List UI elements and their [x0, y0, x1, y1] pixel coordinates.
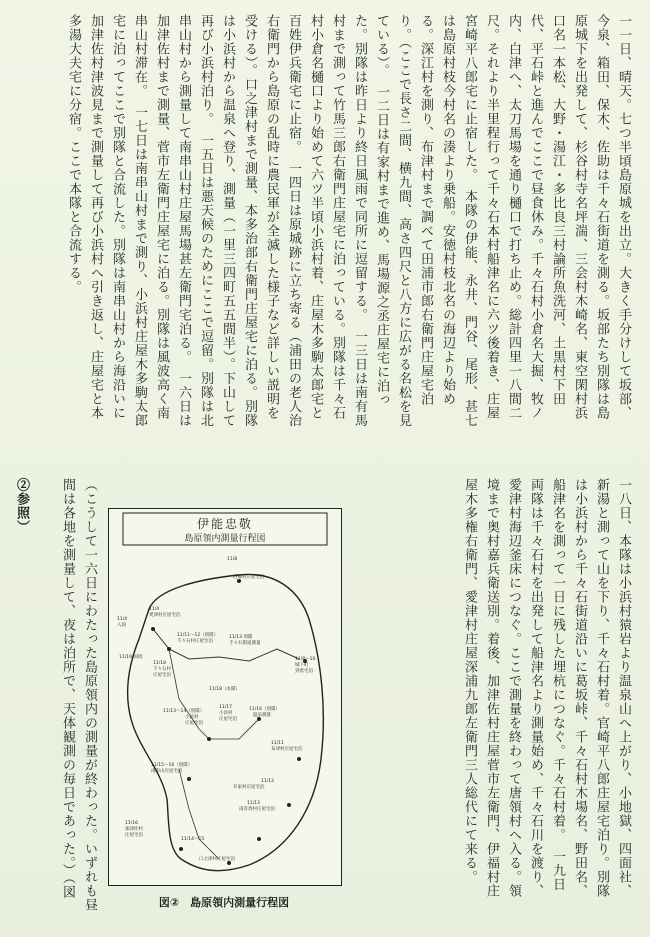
lower-right-body-text: 一八日、本隊は小浜村猿岩より温泉山へ上がり、小地獄、四面社、新湯と測って山を下り、千々石村着。官崎平八郎庄屋宅泊り。別隊は小浜村から千々石街道沿いに葛坂峠、千々石村木場名、野田名、船津名を測って一日に残した埋杭につなぐ。千々石村着。 一九日両隊は千々石村を出発して船津名より測量始め、千々石川を渡り、愛津村海辺釜床につなぐ。ここで測量を終わって唐領村へ入る。領境まで奥村嘉兵衛送別。着後、加津佐村庄屋菅市左衛門、伊福村庄屋木多権右衛門、愛津村庄屋深浦九郎左衛門三人総代にて来る。	[462, 478, 631, 898]
map-label: 11/4	[149, 607, 160, 612]
map-label: 11/8～10	[295, 657, 316, 662]
map-label: 11/16（別隊）	[249, 707, 280, 712]
map-label: 入国	[117, 623, 126, 628]
upper-body-text: 一一日、晴天。七つ半頃島原城を出立。大きく手分けして坂部、今泉、箱田、保木、佐助は千々石街道を測る。坂部たち別隊は島原城下を出発して、杉谷村寺名坪湍、三会村木崎名、東空閑村浜口名一本松、大野・湯江・多比良三村論所魚洗河、土黒村下田代、平石峠と進んでここで昼食休み。千々石村小倉名大掘、牧ノ内、白津へ、太刀馬場を通り樋口で打ち止め。総計四里一八間二尺。それより半里程行って千々石本村船津名に六ツ後着き、庄屋宮崎平八郎宅に止宿した。 本隊の伊能、永井、門谷、尾形、甚七は島原村枝今村名の湊より乗船。安徳村枝北名の海辺より始める。深江村を測り、布津村まで調べて田浦市郎右衛門庄屋宅泊り。（ここで長さ二間、横九間、高さ四尺と八方に広がる名松を見ている）。 一二日は有家村まで進め、馬場源之丞庄屋宅に泊った。別隊は昨日より終日風雨で同所に逗留する。 一三日は南有馬村まで測って竹馬三郎右衛門庄屋宅に泊っている。別隊は千々石村小倉名樋口より始めて六ツ半頃小浜村着、庄屋木多駒太郎宅と百姓伊兵衛宅に止宿。 一四日は原城跡に立ち寄る（浦田の老人治右衛門から島原の乱時に農民軍が全滅した様子など詳しい説明を受ける）。口之津村まで測量、本多治部右衛門庄屋宅に泊る。別隊は小浜村から温泉へ登り、測量（一里三四町五五間半）。下山して再び小浜村泊り。 一五日は悪天候のためにここで逗留。別隊は北串山村から測量して南串山村庄屋馬場甚左衛門宅泊る。 一六日は加津佐村まで測量、菅市左衛門庄屋宅に泊る。別隊は風波高く南串山村滞在。 一七日は南串山村まで測り、小浜村庄屋木多駒太郎宅に泊ってここで別隊と合流した。別隊は南串山村から海沿いに加津佐村津波見まで測量して再び小浜村へ引き返し、庄屋宅と本多湯大夫宅に分宿。ここで本隊と合流する。	[66, 14, 631, 428]
map-label: 11/4	[117, 617, 128, 622]
map-label: 11/16	[125, 821, 138, 826]
map-label: 庄屋宅泊	[125, 833, 143, 838]
map-label: 南串山庄屋宅泊	[151, 769, 183, 774]
map-label: 11/13～14（別隊）	[163, 709, 205, 714]
map-title: 伊能忠敬	[196, 517, 253, 531]
map-outline	[109, 509, 341, 885]
map-label: 小浜村	[185, 715, 199, 720]
map-label: 庄屋宅泊	[219, 717, 237, 722]
map-label: 千々石街道測量	[229, 641, 261, 646]
map-label: 到着宅泊	[295, 669, 313, 674]
map-label: 千々石村庄屋宅泊	[177, 639, 213, 644]
map-label: 11/12	[261, 779, 274, 784]
map-label: 庄屋宅泊	[153, 673, 171, 678]
map-label: 城下町	[295, 663, 309, 668]
map-label: 千々石村	[153, 667, 171, 672]
map-label: 11/19 国境	[119, 655, 143, 660]
map-label: 南有馬村庄屋宅泊	[239, 807, 275, 812]
map-label: 11/13 別隊	[229, 635, 253, 640]
map-label: 有家村庄屋宅泊	[233, 785, 265, 790]
map-label: 愛津村庄屋宅泊	[149, 613, 181, 618]
figure-caption: 図② 島原領内測量行程図	[158, 896, 290, 909]
figure-reference: ②参照）	[14, 478, 29, 534]
map-label: 11/14～15	[181, 837, 205, 842]
map-label: 加津佐村	[125, 827, 143, 832]
summary-paragraph: （こうして一六日にわたった島原領内の測量が終わった。いずれも昼間は各地を測量して、夜は泊所で、天体観測の毎日であった。）（図	[60, 478, 97, 912]
map-label: 11/11	[271, 741, 284, 746]
map-label: 11/15～16（別隊）	[151, 763, 193, 768]
map-label: 11/11～12（別隊）	[177, 633, 219, 638]
map-label: 西郷村庄屋宅泊	[233, 575, 265, 580]
map-label: 11/17	[219, 705, 232, 710]
map-label: 小浜村	[219, 711, 233, 716]
map-label: 布津村庄屋宅泊	[271, 747, 303, 752]
map-label: 温泉測量	[253, 713, 271, 718]
map-label: 11/18（本隊）	[209, 687, 240, 692]
map-label: 11/18	[153, 661, 166, 666]
map-label: 11/8	[227, 557, 238, 562]
map-label: 口之津村庄屋宅泊	[199, 857, 235, 862]
map-label: 11/13	[247, 801, 260, 806]
survey-route-map	[108, 508, 342, 886]
map-subtitle: 島原領内測量行程図	[184, 534, 266, 544]
map-label: 庄屋宅泊	[185, 721, 203, 726]
